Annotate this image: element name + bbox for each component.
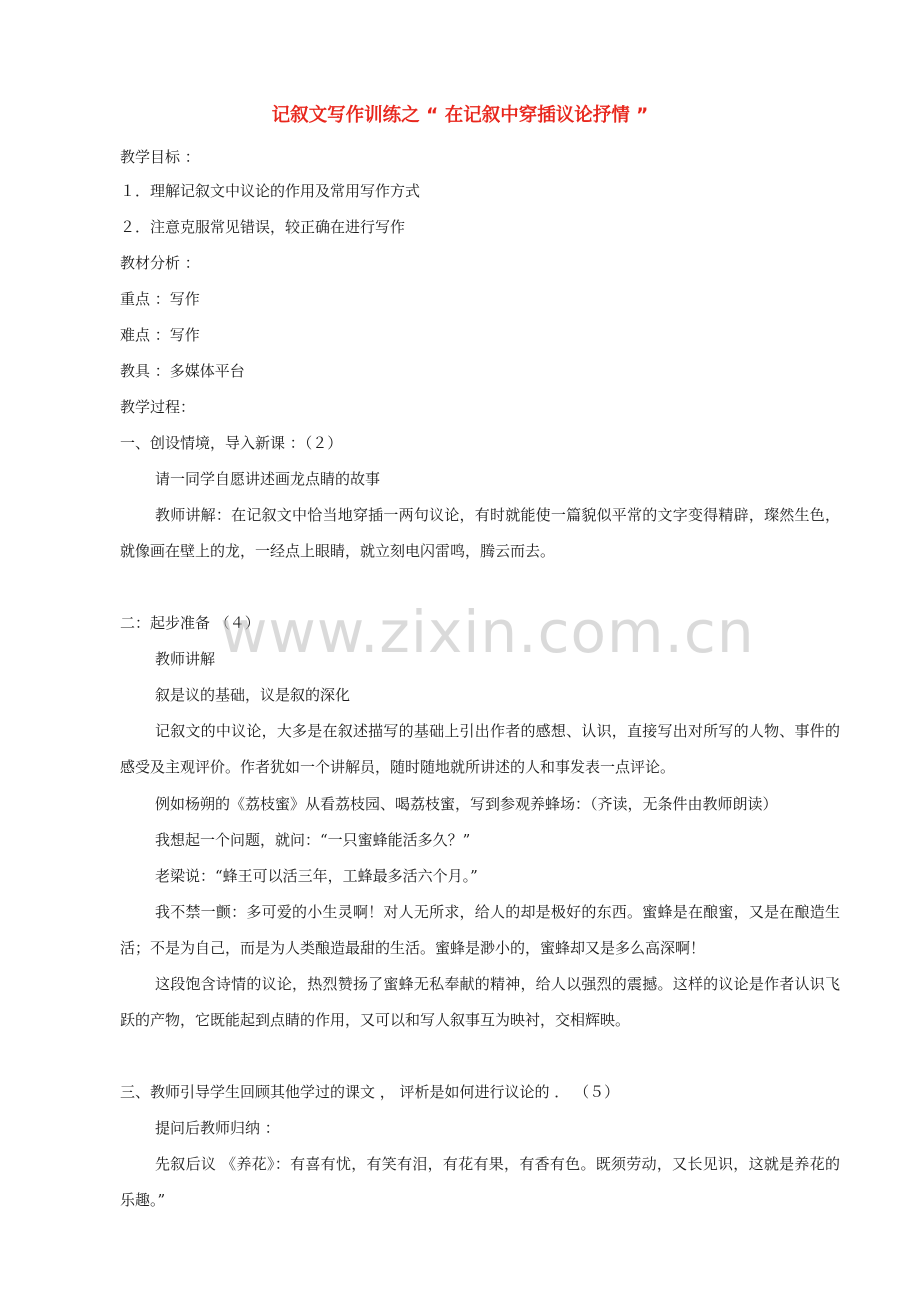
section2-paragraph: 这段饱含诗情的议论，热烈赞扬了蜜蜂无私奉献的精神，给人以强烈的震撼。这样的议论是作者认识飞跃的产物，它既能起到点睛的作用，又可以和写人叙事互为映衬，交相辉映。: [120, 975, 840, 1029]
section2-paragraph: 教师讲解: [155, 650, 216, 668]
objective-2: ２．注意克服常见错误，较正确在进行写作: [120, 218, 406, 236]
section2-paragraph: 老梁说：“蜂王可以活三年，工蜂最多活六个月。”: [155, 867, 478, 885]
objective-1: １．理解记叙文中议论的作用及常用写作方式: [120, 182, 421, 200]
section2-paragraph: 叙是议的基础，议是叙的深化: [155, 686, 351, 704]
section2-heading: 二：起步准备 （４）: [120, 614, 260, 632]
key-point: 重点 ：写作: [120, 290, 200, 308]
difficulty: 难点 ：写作: [120, 326, 200, 344]
section2-paragraph: 记叙文的中议论，大多是在叙述描写的基础上引出作者的感想、认识，直接写出对所写的人物、事件的感受及主观评价。作者犹如一个讲解员，随时随地就所讲述的人和事发表一点评论。: [120, 722, 840, 776]
teaching-tools: 教具 ：多媒体平台: [120, 362, 245, 380]
process-heading: 教学过程：: [120, 398, 196, 416]
document-title: 记叙文写作训练之 “ 在记叙中穿插议论抒情 ”: [271, 105, 649, 126]
objectives-heading: 教学目标 ：: [120, 148, 200, 166]
section2-paragraph: 我不禁一颤：多可爱的小生灵啊！对人无所求，给人的却是极好的东西。蜜蜂是在酿蜜，又是在酿造生活；不是为自己，而是为人类酿造最甜的生活。蜜蜂是渺小的，蜜蜂却又是多么高深啊！: [120, 903, 840, 957]
section3-paragraph: 先叙后议 《养花》：有喜有忧，有笑有泪，有花有果，有香有色。既须劳动，又长见识，这就是养花的乐趣。”: [120, 1155, 840, 1209]
section1-paragraph: 教师讲解：在记叙文中恰当地穿插一两句议论，有时就能使一篇貌似平常的文字变得精辟，璨然生色，就像画在壁上的龙，一经点上眼睛，就立刻电闪雷鸣，腾云而去。: [120, 506, 840, 560]
section3-paragraph: 提问后教师归纳 ：: [155, 1119, 280, 1137]
section3-heading: 三、教师引导学生回顾其他学过的课文 ， 评析是如何进行议论的 ． （５）: [120, 1083, 620, 1101]
watermark: www.zixin.com.cn: [220, 598, 755, 666]
section2-paragraph: 例如杨朔的《荔枝蜜》从看荔枝园、喝荔枝蜜，写到参观养蜂场：（齐读，无条件由教师朗读）: [155, 795, 778, 813]
analysis-heading: 教材分析 ：: [120, 254, 200, 272]
section2-paragraph: 我想起一个问题，就问：“一只蜜蜂能活多久？”: [155, 831, 471, 849]
section1-heading: 一、创设情境，导入新课 ：（２）: [120, 434, 343, 452]
section1-paragraph: 请一同学自愿讲述画龙点睛的故事: [155, 470, 381, 488]
